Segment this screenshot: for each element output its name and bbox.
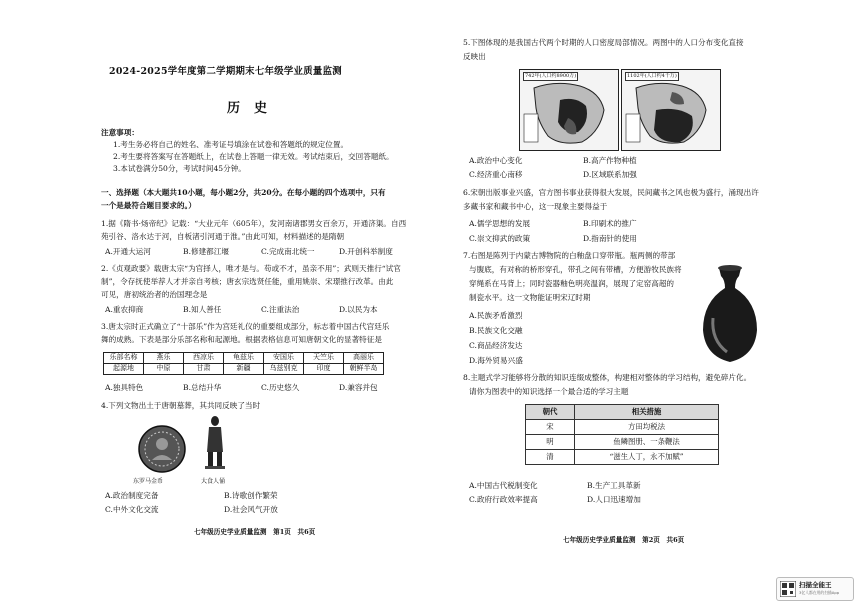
notice-2: 2.考生要将答案写在答题纸上，在试卷上答题一律无效。考试结束后，交回答题纸。 (113, 152, 394, 161)
q3-line-2: 舞的成熟。下表是部分乐部名称和起源地。根据表格信息可知唐朝文化的显著特征是 (101, 335, 382, 344)
q3-option-b: B.总结升华 (183, 383, 222, 392)
table-cell: 印度 (304, 364, 344, 375)
q2-option-b: B.知人善任 (183, 305, 222, 314)
table-cell: 中原 (144, 364, 184, 375)
table-cell: 清 (526, 450, 575, 465)
table-cell: 朝代 (526, 405, 575, 420)
table-cell: 西凉乐 (184, 353, 224, 364)
q3-line-1: 3.唐太宗时正式确立了“十部乐”作为宫廷礼仪的重要组成部分，标志着中国古代宫廷乐 (101, 322, 390, 331)
q5-option-d: D.区域联系加强 (583, 170, 637, 179)
table-row (104, 364, 384, 375)
notice-3: 3.本试卷满分50分，考试时间45分钟。 (113, 164, 246, 173)
q6-option-c: C.崇文抑武的政策 (469, 234, 531, 243)
q1-option-c: C.完成南北统一 (261, 247, 315, 256)
population-map (622, 70, 720, 150)
q7-option-b: B.民族文化交融 (469, 326, 523, 335)
badge-sub: 3亿人都在用的扫描App (799, 590, 840, 595)
table-row (526, 435, 719, 450)
q8-option-a: A.中国古代税制变化 (469, 481, 538, 490)
subject-title: 历史 (227, 101, 282, 116)
q1-option-b: B.修建都江堰 (183, 247, 229, 256)
table-row (526, 450, 719, 465)
map-1102 (621, 69, 721, 151)
table-cell: 龟兹乐 (224, 353, 264, 364)
q3-music-table (103, 352, 384, 375)
q4-option-b: B.诗歌创作繁荣 (224, 491, 278, 500)
q5-line-1: 5.下图体现的是我国古代两个时期的人口密度局部情况。两图中的人口分布变化直接 (463, 38, 744, 47)
exam-title: 2024-2025学年度第二学期期末七年级学业质量监测 (109, 66, 342, 77)
coin-caption: 东罗马金币 (133, 478, 164, 485)
q5-option-b: B.高产作物种植 (583, 156, 637, 165)
table-cell: 高丽乐 (344, 353, 384, 364)
q2-option-a: A.重农抑商 (105, 305, 144, 314)
q7-line-4: 制瓷水平。这一文物能证明宋辽时期 (469, 293, 591, 302)
table-row (526, 420, 719, 435)
notice-heading: 注意事项： (101, 128, 139, 137)
q7-option-c: C.商品经济发达 (469, 341, 523, 350)
q3-option-a: A.独具特色 (105, 383, 144, 392)
q2-line-1: 2.《贞观政要》载唐太宗“为官择人，唯才是与。苟或不才，虽亲不用”；武则天推行“试官 (101, 264, 401, 273)
map-label: 742年(人口约8900万) (525, 73, 577, 79)
table-cell: 燕乐 (144, 353, 184, 364)
q6-line-2: 多藏书家和藏书中心，这一现象主要得益于 (463, 202, 608, 211)
q8-option-c: C.政府行政效率提高 (469, 495, 538, 504)
q5-line-2: 反映出 (463, 52, 486, 61)
q8-table (525, 404, 719, 465)
table-cell: 新疆 (224, 364, 264, 375)
page-footer: 七年级历史学业质量监测 第2页 共6页 (563, 536, 685, 544)
table-cell: “滋生人丁，永不加赋” (575, 450, 719, 465)
q8-option-d: D.人口迅速增加 (587, 495, 641, 504)
q6-option-d: D.指南针的使用 (583, 234, 637, 243)
table-cell: 天竺乐 (304, 353, 344, 364)
q6-line-1: 6.宋朝出版事业兴盛，官方图书事业获得很大发展，民间藏书之风也极为盛行，涌现出许 (463, 188, 759, 197)
notice-1: 1.考生务必将自己的姓名、准考证号填涂在试卷和答题纸的规定位置。 (113, 140, 349, 149)
table-cell: 朝鲜半岛 (344, 364, 384, 375)
q1-line-1: 1.据《隋书·炀帝纪》记载：“大业元年（605年），发河南诸郡男女百余万，开通济渠。自西 (101, 219, 407, 228)
gold-coin-image (137, 424, 187, 474)
section-heading: 一、选择题（本大题共10小题，每小题2分，共20分。在每小题的四个选项中，只有 (101, 188, 386, 197)
table-cell: 起源地 (104, 364, 144, 375)
q8-option-b: B.生产工具革新 (587, 481, 641, 490)
figurine-image (203, 414, 227, 470)
q7-line-2: 与腹底，有对称的桥形穿孔，带孔之间有带槽，方便游牧民族将 (469, 265, 682, 274)
page-2 (463, 0, 791, 608)
q6-option-a: A.儒学思想的发展 (469, 219, 531, 228)
porcelain-vase-image (697, 262, 763, 366)
section-heading-cont: 一个是最符合题目要求的。） (101, 201, 196, 210)
q7-line-3: 穿绳系在马背上；同时瓷器釉色明亮温润，展现了定窑高超的 (469, 279, 675, 288)
map-742 (519, 69, 619, 151)
q5-option-a: A.政治中心变化 (469, 156, 523, 165)
figurine-caption: 大食人俑 (201, 478, 226, 485)
table-cell: 乐部名称 (104, 353, 144, 364)
table-cell: 乌兹别克 (264, 364, 304, 375)
q8-line-1: 8.主题式学习能够将分散的知识连缀成整体，构建相对整体的学习结构，避免碎片化。 (463, 373, 752, 382)
q2-option-c: C.注重法治 (261, 305, 300, 314)
q2-line-2: 制”，令存抚使举荐人才并亲自考核；唐玄宗选贤任能，重用姚崇、宋璟推行改革。由此 (101, 277, 394, 286)
map-label: 1102年(人口约4千万) (627, 73, 677, 79)
table-row (104, 353, 384, 364)
table-cell: 宋 (526, 420, 575, 435)
q2-option-d: D.以民为本 (339, 305, 378, 314)
q4-option-c: C.中外文化交流 (105, 505, 159, 514)
q8-line-2: 请你为图表中的知识选择一个最合适的学习主题 (469, 387, 629, 396)
q1-line-2: 苑引谷、洛水达于河，自板渚引河通于淮。”由此可知，材料描述的是隋朝 (101, 232, 345, 241)
page-footer: 七年级历史学业质量监测 第1页 共6页 (194, 528, 316, 536)
badge-label: 扫描全能王 (799, 581, 832, 589)
q2-line-3: 可见，唐初统治者的治国理念是 (101, 290, 208, 299)
table-cell: 方田均税法 (575, 420, 719, 435)
q7-option-a: A.民族矛盾激烈 (469, 311, 523, 320)
q7-option-d: D.海外贸易兴盛 (469, 356, 523, 365)
table-cell: 安国乐 (264, 353, 304, 364)
q4-option-d: D.社会风气开放 (224, 505, 278, 514)
q4-option-a: A.政治制度完备 (105, 491, 159, 500)
page-1 (95, 0, 417, 608)
table-cell: 明 (526, 435, 575, 450)
table-cell: 相关措施 (575, 405, 719, 420)
q1-option-a: A.开通大运河 (105, 247, 151, 256)
table-row (526, 405, 719, 420)
table-cell: 鱼鳞图册、一条鞭法 (575, 435, 719, 450)
population-map (520, 70, 618, 150)
q1-option-d: D.开创科举制度 (339, 247, 393, 256)
q3-option-c: C.历史悠久 (261, 383, 300, 392)
table-cell: 甘肃 (184, 364, 224, 375)
scanner-badge (776, 577, 854, 601)
q4-stem: 4.下列文物出土于唐朝墓葬，其共同反映了当时 (101, 401, 261, 410)
q6-option-b: B.印刷术的推广 (583, 219, 637, 228)
q7-line-1: 7.右图是陈列于内蒙古博物院的白釉盘口穿带瓶。瓶两侧的带部 (463, 251, 676, 260)
q3-option-d: D.兼容并包 (339, 383, 378, 392)
q5-option-c: C.经济重心南移 (469, 170, 523, 179)
qr-code-icon (780, 581, 796, 597)
